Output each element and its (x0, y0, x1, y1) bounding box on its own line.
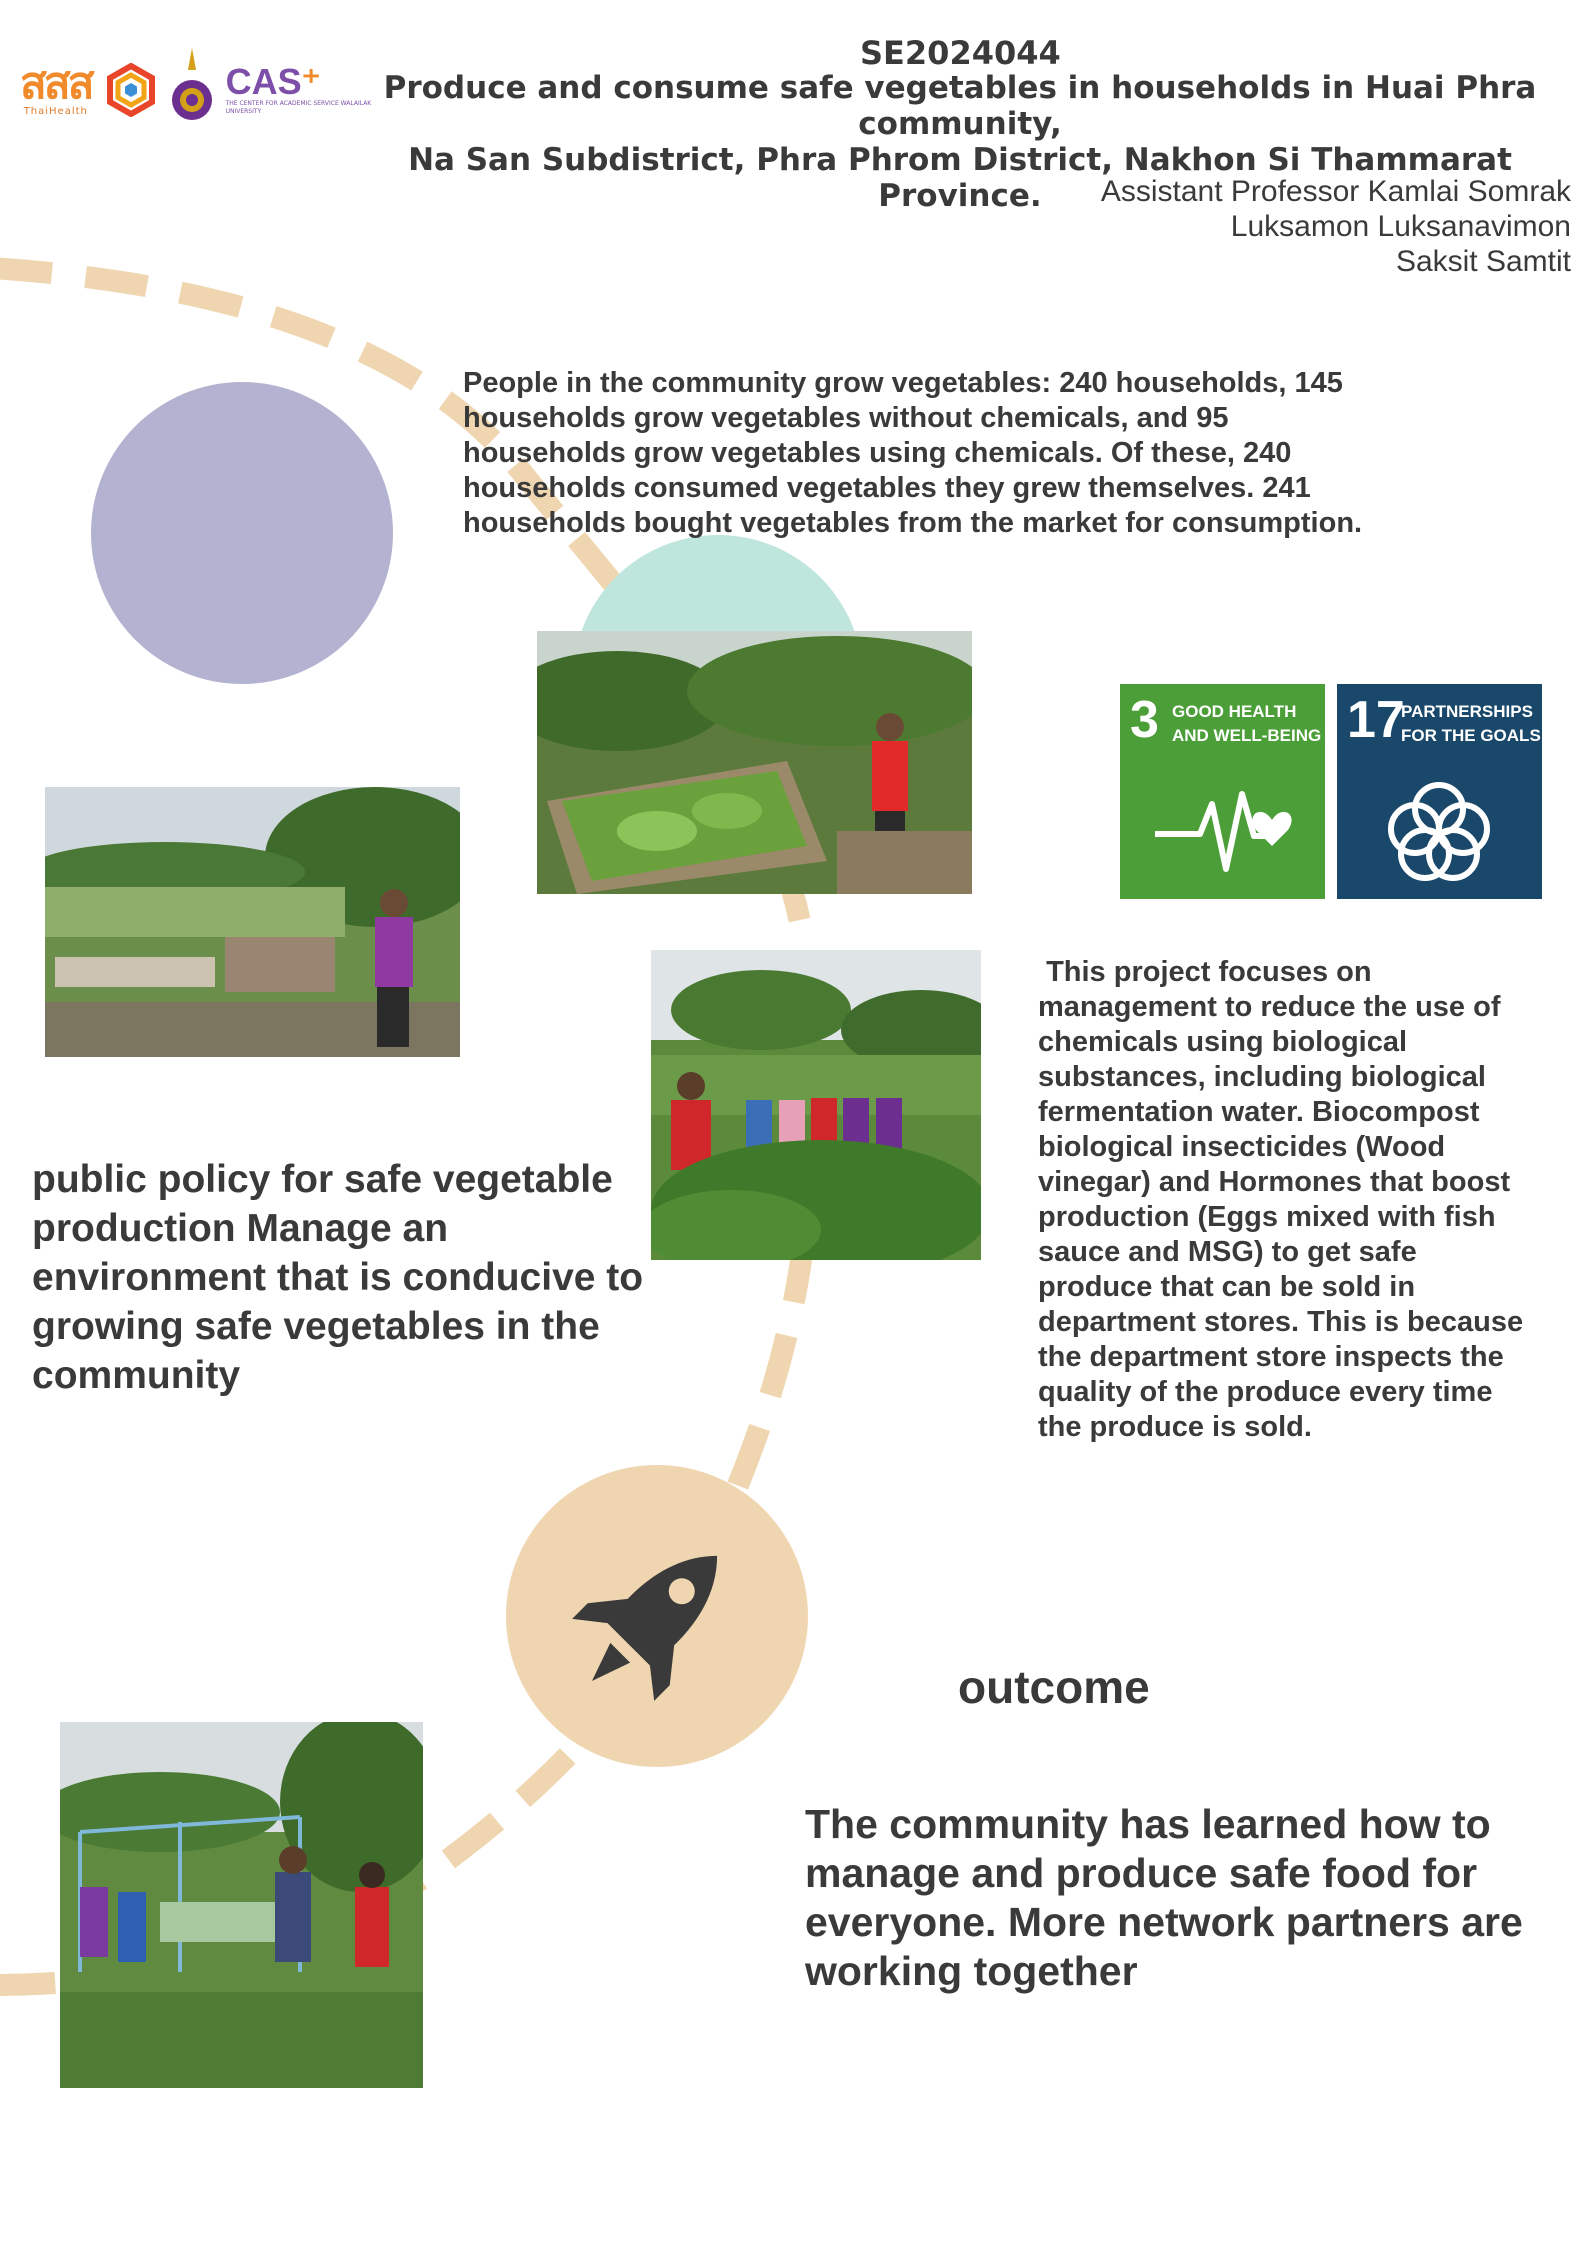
heartbeat-icon (1150, 774, 1295, 884)
sdg-3-label: GOOD HEALTH AND WELL-BEING (1172, 702, 1322, 745)
thaihealth-logo-text: สสส (20, 59, 92, 108)
flower-rings-icon (1367, 774, 1512, 884)
thaihealth-logo (20, 59, 92, 117)
title-line-1: Produce and consume safe vegetables in households in Huai Phra community, (383, 70, 1537, 142)
lavender-circle (91, 382, 393, 684)
sdg-17-tile (1337, 684, 1542, 899)
community-stats-text: People in the community grow vegetables: 240 households, 145 households grow vegetables without chemicals, and 95 households grow vegetables using chemicals. Of these, 240 households consumed vegetables they grew themselves. 241 households bought vegetables from the market for consumption. (463, 367, 1363, 539)
sdg-3-tile (1120, 684, 1325, 899)
cas-logo-text: CAS⁺ (225, 60, 321, 102)
title-line-2: Na San Subdistrict, Phra Phrom District, Nakhon Si Thammarat Province. (408, 142, 1512, 214)
author-3: Saksit Samtit (1395, 245, 1571, 278)
photo-greenhouse-group (60, 1722, 423, 2088)
author-2: Luksamon Luksanavimon (1230, 210, 1571, 243)
sdg-17-label: PARTNERSHIPS FOR THE GOALS (1401, 702, 1541, 745)
outcome-text: The community has learned how to manage and produce safe food for everyone. More network partners are working together (805, 1801, 1523, 1994)
author-1: Assistant Professor Kamlai Somrak (1100, 175, 1571, 208)
university-seal-logo (170, 46, 214, 134)
sdg-3-number: 3 (1130, 691, 1159, 749)
thaihealth-logo-sub: ThaiHealth (23, 106, 88, 117)
cas-logo-sub: THE CENTER FOR ACADEMIC SERVICE WALAILAK UNIVERSITY (225, 99, 372, 115)
photo-raised-beds (537, 631, 972, 894)
photo-group-field (651, 950, 981, 1260)
outcome-heading: outcome (958, 1661, 1150, 1713)
author-list (1101, 174, 1571, 279)
project-description: This project focuses on management to reduce the use of chemicals using biological substances, including biological fermentation water. Biocompost biological insecticides (Wood vinegar) and Hormones that boost production (Eggs mixed with fish sauce and MSG) to get safe produce that can be sold in department stores. This is because the department store inspects the quality of the produce every time the produce is sold. (1038, 956, 1532, 1443)
project-code: SE2024044 (860, 34, 1061, 72)
cas-logo-letters: CAS (225, 60, 302, 102)
photo-garden-woman (45, 787, 460, 1057)
public-policy-text: public policy for safe vegetable production Manage an environment that is conducive to growing safe vegetables in the community (32, 1158, 644, 1397)
sdg-17-number: 17 (1347, 691, 1405, 749)
logo-bar (20, 42, 376, 137)
hexagon-logo (104, 63, 158, 117)
